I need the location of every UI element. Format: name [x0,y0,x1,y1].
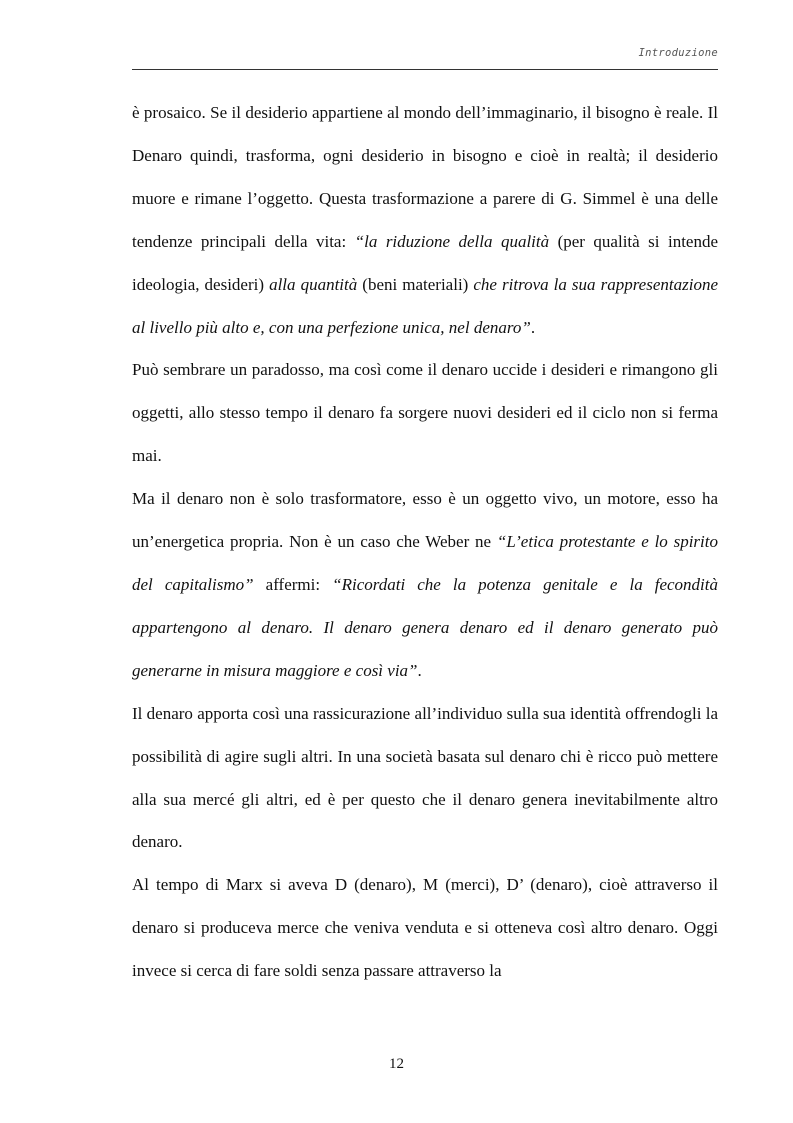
italic-text: alla quantità [269,274,358,294]
italic-text: “la riduzione della qualità [354,231,550,251]
header-rule [132,69,718,70]
text-run: Può sembrare un paradosso, ma così come il denaro uccide i desideri e rimangono gli oggetti, allo stesso tempo il denaro fa sorgere nuovi desideri ed il ciclo non si ferma mai. [132,360,718,466]
text-run: Al tempo di Marx si aveva D (denaro), M (merci), D’ (denaro), cioè attraverso il denaro si produceva merce che veniva venduta e si otteneva così altro denaro. Oggi invece si cerca di fare soldi senza passare attraverso la [132,875,718,981]
header-title: Introduzione [638,47,718,59]
paragraph [132,349,718,478]
text-run: Il denaro apporta così una rassicurazione all’individuo sulla sua identità offrendogli la possibilità di agire sugli altri. In una società basata sul denaro chi è ricco può mettere alla sua mercé gli altri, ed è per questo che il denaro genera inevitabilmente altro denaro. [132,703,718,852]
paragraph [132,478,718,693]
italic-text: che ritrova la sua rappresentazione al livello più alto e, con una perfezione unica, nel denaro” [132,274,718,337]
text-run: (beni materiali) [357,274,474,294]
text-run: (per qualità si intende ideologia, desideri) [132,231,719,294]
paragraph [132,92,718,349]
text-run: è prosaico. Se il desiderio appartiene al mondo dell’immaginario, il bisogno è reale. Il Denaro quindi, trasforma, ogni desiderio in bisogno e cioè in realtà; il desiderio muore e rimane l’oggetto. Questa trasformazione a parere di G. Simmel è una delle tendenze principali della vita: [132,103,718,251]
text-run: affermi: [253,574,333,594]
paragraph [132,693,718,865]
body-text [132,92,718,993]
paragraph [132,864,718,993]
page-header [132,44,718,74]
text-run: . [417,660,422,680]
text-run: . [530,317,536,337]
text-run: Ma il denaro non è solo trasformatore, esso è un oggetto vivo, un motore, esso ha un’energetica propria. Non è un caso che Weber ne [132,489,718,552]
page-number: 12 [389,1056,404,1072]
italic-text: “Ricordati che la potenza genitale e la fecondità appartengono al denaro. Il denaro genera denaro ed il denaro generato può generarne in misura maggiore e così via” [132,574,718,680]
italic-text: “L’etica protestante e lo spirito del capitalismo” [132,532,718,594]
